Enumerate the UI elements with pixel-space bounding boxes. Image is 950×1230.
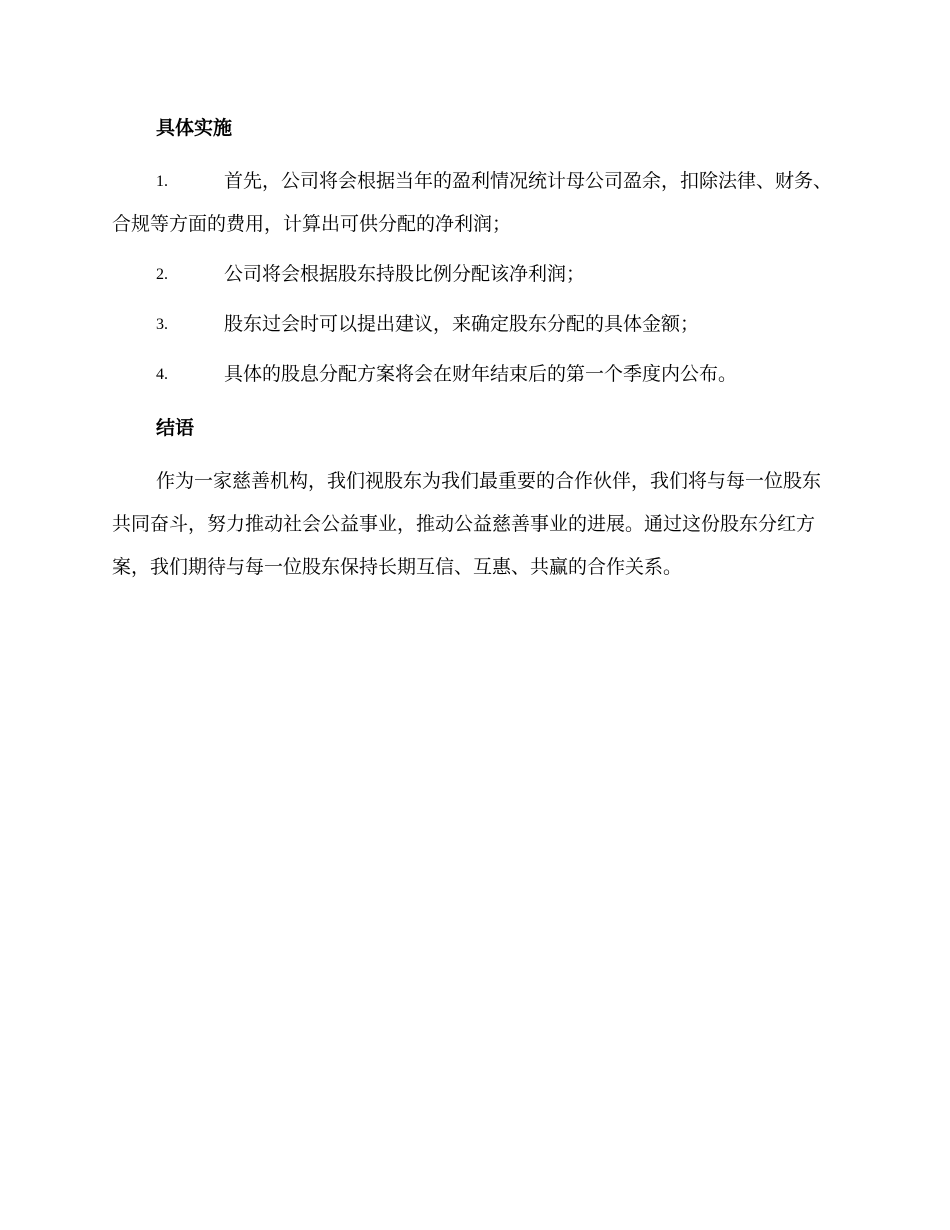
list-item xyxy=(112,160,834,246)
list-item xyxy=(112,353,834,396)
conclusion-paragraph: 作为一家慈善机构，我们视股东为我们最重要的合作伙伴，我们将与每一位股东共同奋斗，努力推动社会公益事业，推动公益慈善事业的进展。通过这份股东分红方案，我们期待与每一位股东保持长期互信、互惠、共赢的合作关系。 xyxy=(112,470,822,578)
list-item-text: 公司将会根据股东持股比例分配该净利润； xyxy=(224,263,586,285)
document-page xyxy=(112,110,834,589)
list-item-text: 首先，公司将会根据当年的盈利情况统计母公司盈余，扣除法律、财务、合规等方面的费用，计算出可供分配的净利润； xyxy=(112,170,833,235)
section-heading-implementation: 具体实施 xyxy=(156,117,233,139)
list-item-number: 4. xyxy=(156,366,168,383)
list-item-number: 1. xyxy=(156,173,168,190)
list-item-number: 2. xyxy=(156,266,168,283)
list-item-text: 股东过会时可以提出建议，来确定股东分配的具体金额； xyxy=(224,313,700,335)
list-item-text: 具体的股息分配方案将会在财年结束后的第一个季度内公布。 xyxy=(224,363,738,385)
list-item xyxy=(112,303,834,346)
section-heading-conclusion: 结语 xyxy=(156,417,195,439)
list-item-number: 3. xyxy=(156,316,168,333)
list-item xyxy=(112,253,834,296)
